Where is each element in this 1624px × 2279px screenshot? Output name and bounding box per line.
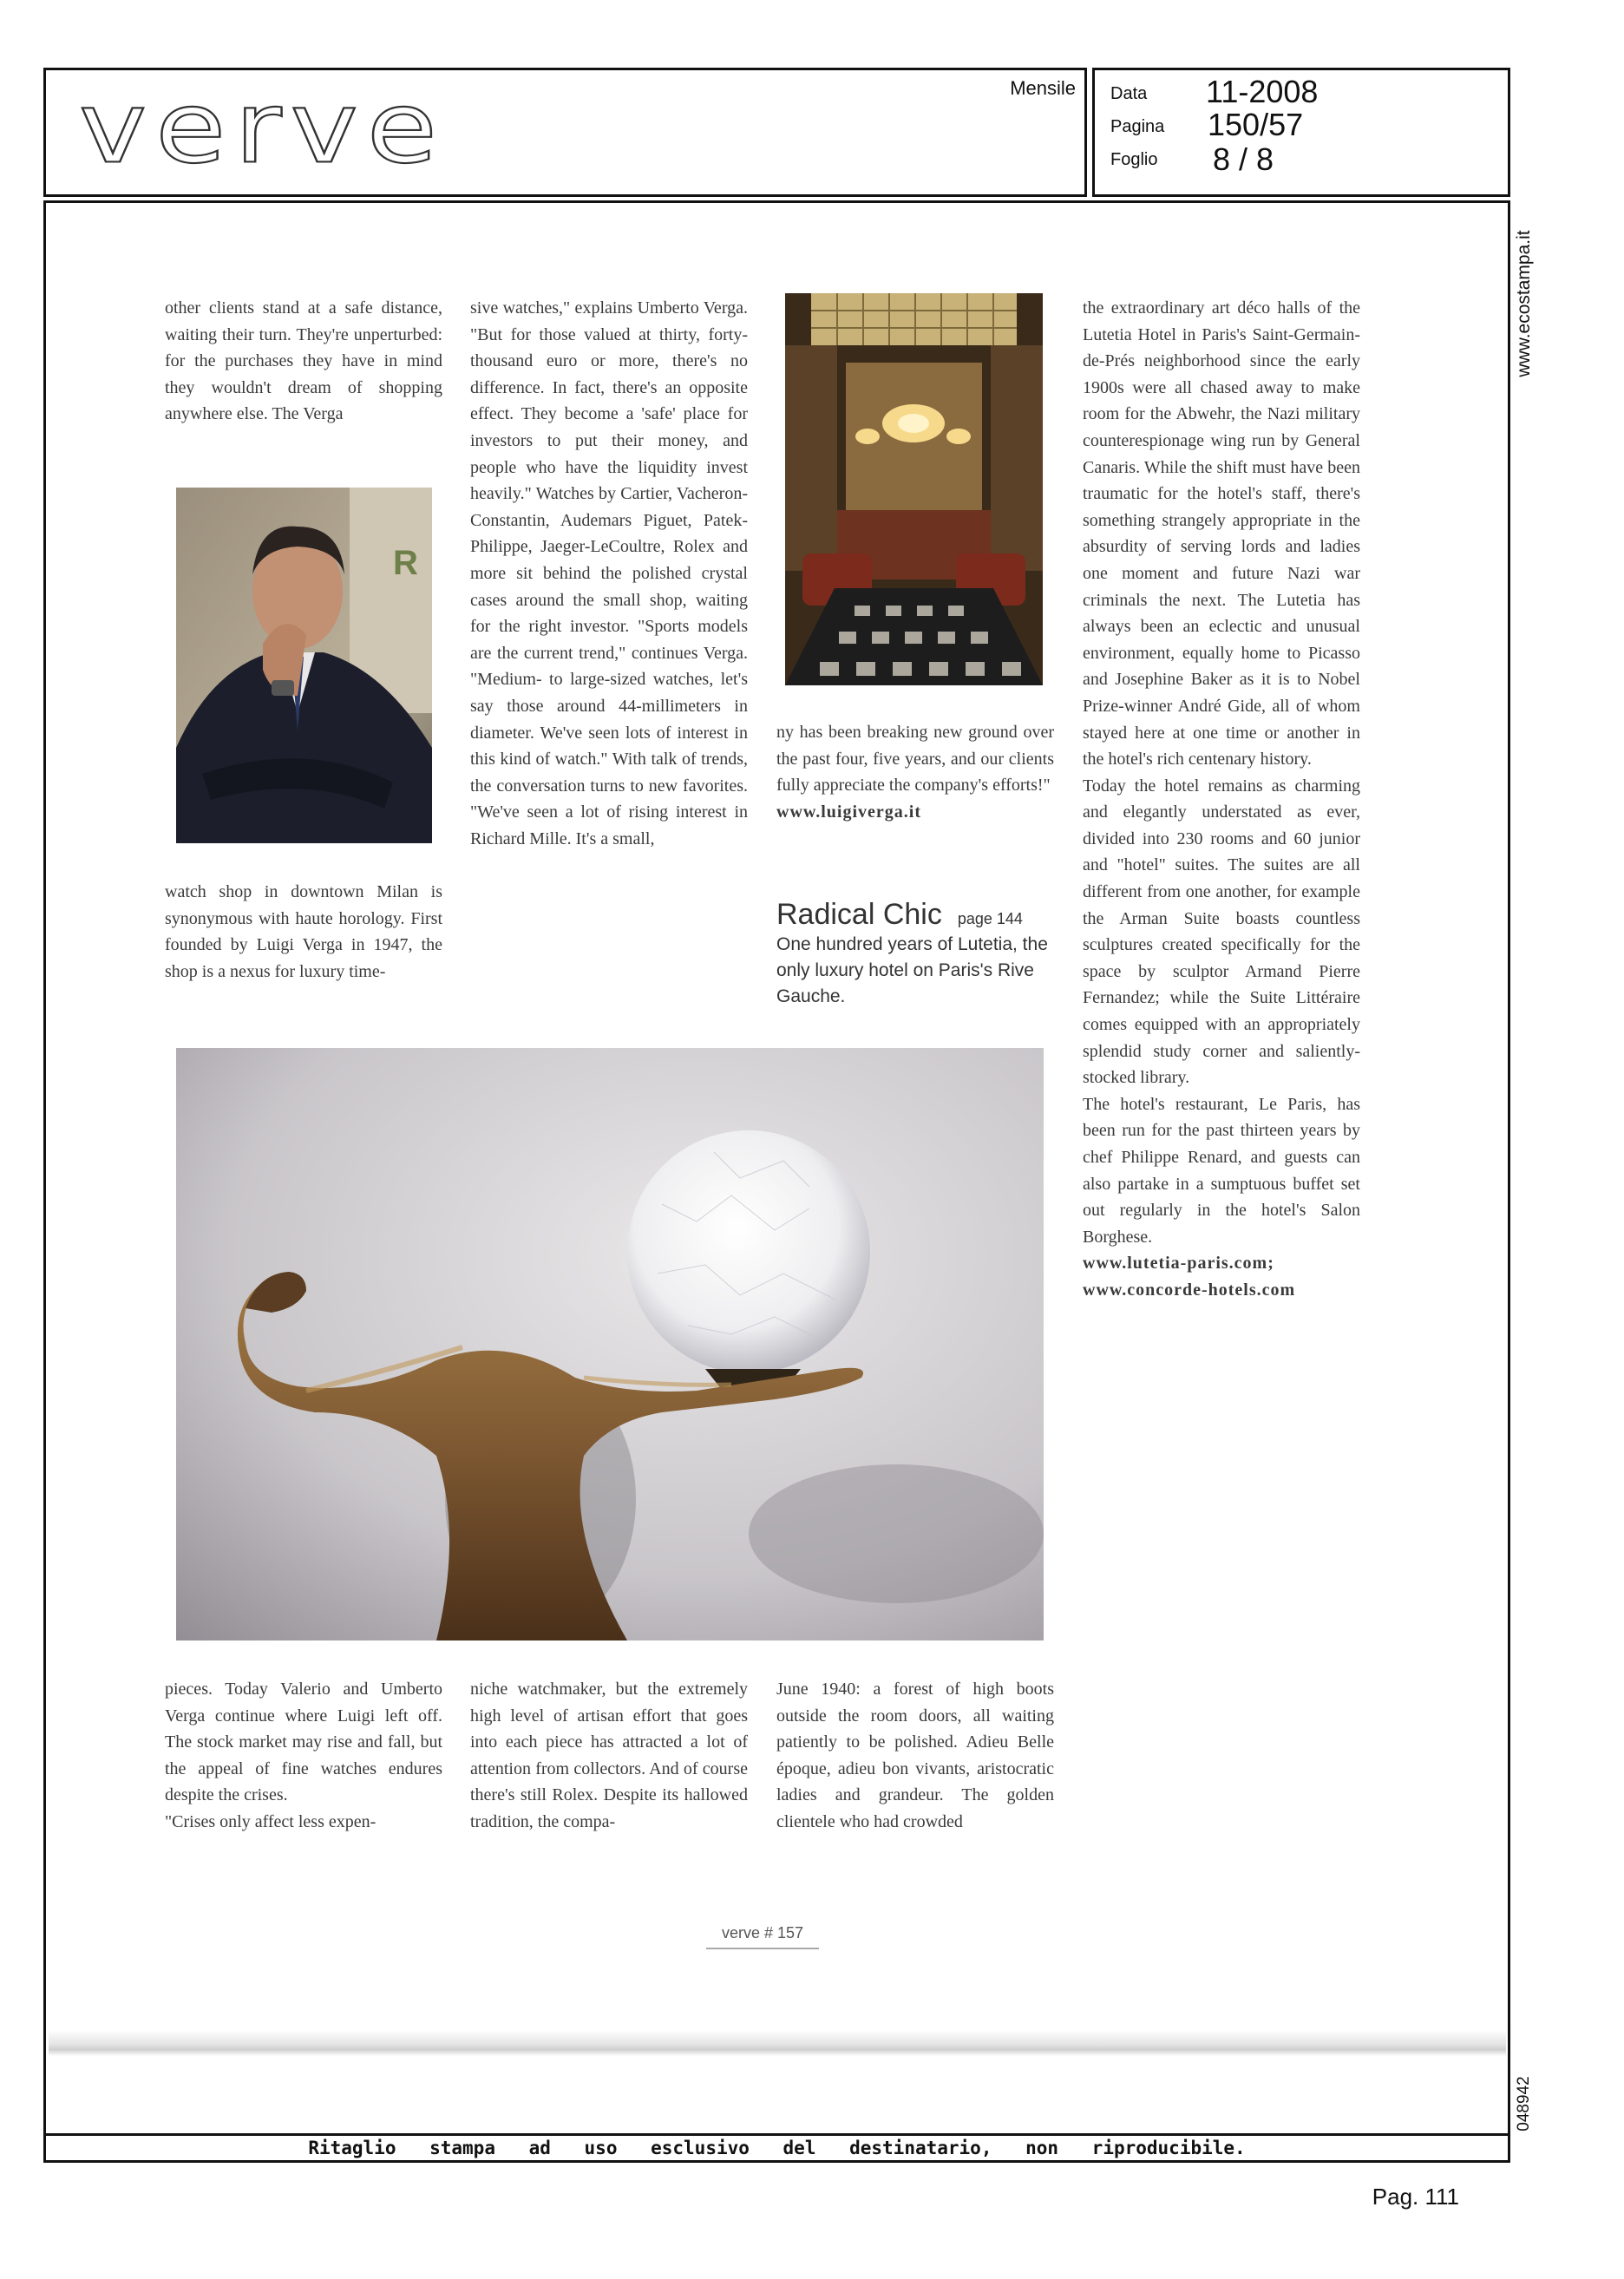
paragraph: Today the hotel remains as charming and elegantly understated as ever, divided into 230 rooms and 60 junior and "hotel" suites. The suites are all different from one another, for example the Arman Suite boasts countless sculptures created specifically for the space by sculptor Armand Pierre Fernandez; while the Suite Littéraire comes equipped with an appropriately splendid study corner and saliently-stocked library. bbox=[1083, 776, 1360, 1088]
luigiverga-link[interactable]: www.luigiverga.it bbox=[776, 802, 921, 822]
magazine-page-label: verve # 157 bbox=[706, 1924, 819, 1949]
periodicity-label: Mensile bbox=[1010, 77, 1076, 99]
meta-value-data: 11-2008 bbox=[1206, 74, 1319, 109]
meta-label-foglio: Foglio bbox=[1110, 150, 1158, 169]
paragraph: "Crises only affect less expen- bbox=[165, 1811, 377, 1831]
meta-label-pagina: Pagina bbox=[1110, 117, 1165, 136]
footer-notice: Ritaglio stampa ad uso esclusivo del destinatario, non riproducibile. bbox=[308, 2138, 1246, 2158]
radical-chic-box bbox=[776, 897, 1063, 1010]
box-page-ref: page 144 bbox=[957, 910, 1023, 927]
side-code-text: 048942 bbox=[1515, 2076, 1533, 2132]
hotel-interior-svg bbox=[785, 293, 1043, 685]
sculpture-lamp-svg bbox=[176, 1048, 1044, 1640]
paragraph: watch shop in downtown Milan is synonymous with haute horology. First founded by Luigi Verga in 1947, the shop is a nexus for luxury time- bbox=[165, 882, 442, 981]
page-number: Pag. 111 bbox=[1372, 2184, 1459, 2210]
footer-bar bbox=[43, 2133, 1510, 2163]
magazine-logo: verve bbox=[79, 70, 446, 186]
paragraph: ny has been breaking new ground over the past four, five years, and our clients fully appreciate the company's efforts!" bbox=[776, 723, 1054, 796]
bottom-column-3 bbox=[776, 1676, 1054, 1836]
bottom-column-1 bbox=[165, 1676, 442, 1836]
lutetia-link[interactable]: www.lutetia-paris.com; bbox=[1083, 1254, 1274, 1274]
column-4 bbox=[1083, 295, 1360, 1304]
paragraph: other clients stand at a safe distance, waiting their turn. They're unperturbed: for the purchases they have in mind they wouldn't dream of shopping anywhere else. The Verga bbox=[165, 298, 442, 424]
meta-label-data: Data bbox=[1110, 84, 1148, 103]
side-url-text: www.ecostampa.it bbox=[1514, 230, 1534, 377]
concorde-link[interactable]: www.concorde-hotels.com bbox=[1083, 1280, 1296, 1300]
meta-value-pagina: 150/57 bbox=[1208, 107, 1304, 142]
paragraph: niche watchmaker, but the extremely high level of artisan effort that goes into each piece has attracted a lot of attention from collectors. And of course there's still Rolex. Despite its hallowed tradition, the compa- bbox=[470, 1680, 748, 1831]
meta-value-foglio: 8 / 8 bbox=[1213, 141, 1274, 177]
portrait-photo bbox=[176, 488, 432, 843]
paragraph: sive watches," explains Umberto Verga. "But for those valued at thirty, forty-thousand euro or more, there's no difference. In fact, there's an opposite effect. They become a 'safe' place for investors to put their money, and people who have the liquidity invest heavily." Watches by Cartier, Vacheron-Constantin, Audemars Piguet, Patek-Philippe, Jaeger-LeCoultre, Rolex and more sit behind the polished crystal cases around the small shop, waiting for the right investor. "Sports models are the current trend," continues Verga. "Medium- to large-sized watches, let's say those around 44-millimeters in diameter. We've seen lots of interest in this kind of watch." With talk of trends, the conversation turns to new favorites. "We've seen a lot of rising interest in Richard Mille. It's a small, bbox=[470, 298, 748, 848]
paragraph: The hotel's restaurant, Le Paris, has been run for the past thirteen years by chef Philippe Renard, and guests can also partake in a sumptuous buffet set out regularly in the hotel's Salon Borghese. bbox=[1083, 1094, 1360, 1247]
paragraph: the extraordinary art déco halls of the Lutetia Hotel in Paris's Saint-Germain-de-Prés neighborhood since the early 1900s were all chased away to make room for the Abwehr, the Nazi military counterespionage wing run by General Canaris. While the shift must have been traumatic for the hotel's staff, there's something strangely appropriate in the absurdity of serving lords and ladies one moment and future Nazi war criminals the next. The Lutetia has always been an eclectic and unusual environment, equally home to Picasso and Josephine Baker as it is to Nobel Prize-winner André Gide, all of whom stayed here at one time or another in the hotel's rich centenary history. bbox=[1083, 298, 1360, 769]
svg-text:R: R bbox=[393, 544, 418, 582]
bottom-column-2 bbox=[470, 1676, 748, 1836]
side-url bbox=[1511, 217, 1537, 390]
sculpture-lamp-photo bbox=[176, 1048, 1044, 1640]
column-1-top bbox=[165, 295, 442, 428]
column-1-mid bbox=[165, 879, 442, 985]
portrait-svg bbox=[176, 488, 432, 843]
column-3-top bbox=[776, 719, 1054, 825]
scan-shadow bbox=[49, 2030, 1506, 2056]
meta-box bbox=[1092, 68, 1510, 197]
side-code bbox=[1511, 2069, 1537, 2138]
paragraph: pieces. Today Valerio and Umberto Verga continue where Luigi left off. The stock market may rise and fall, but the appeal of fine watches endures despite the crises. bbox=[165, 1680, 442, 1805]
column-2-top bbox=[470, 295, 748, 852]
paragraph: June 1940: a forest of high boots outside the room doors, all waiting patiently to be polished. Adieu Belle époque, adieu bon vivants, aristocratic ladies and grandeur. The golden clientele who had crowded bbox=[776, 1680, 1054, 1831]
hotel-interior-photo bbox=[785, 293, 1043, 685]
header-box bbox=[43, 68, 1087, 197]
box-title: Radical Chic bbox=[776, 898, 942, 931]
box-description: One hundred years of Lutetia, the only luxury hotel on Paris's Rive Gauche. bbox=[776, 934, 1048, 1006]
